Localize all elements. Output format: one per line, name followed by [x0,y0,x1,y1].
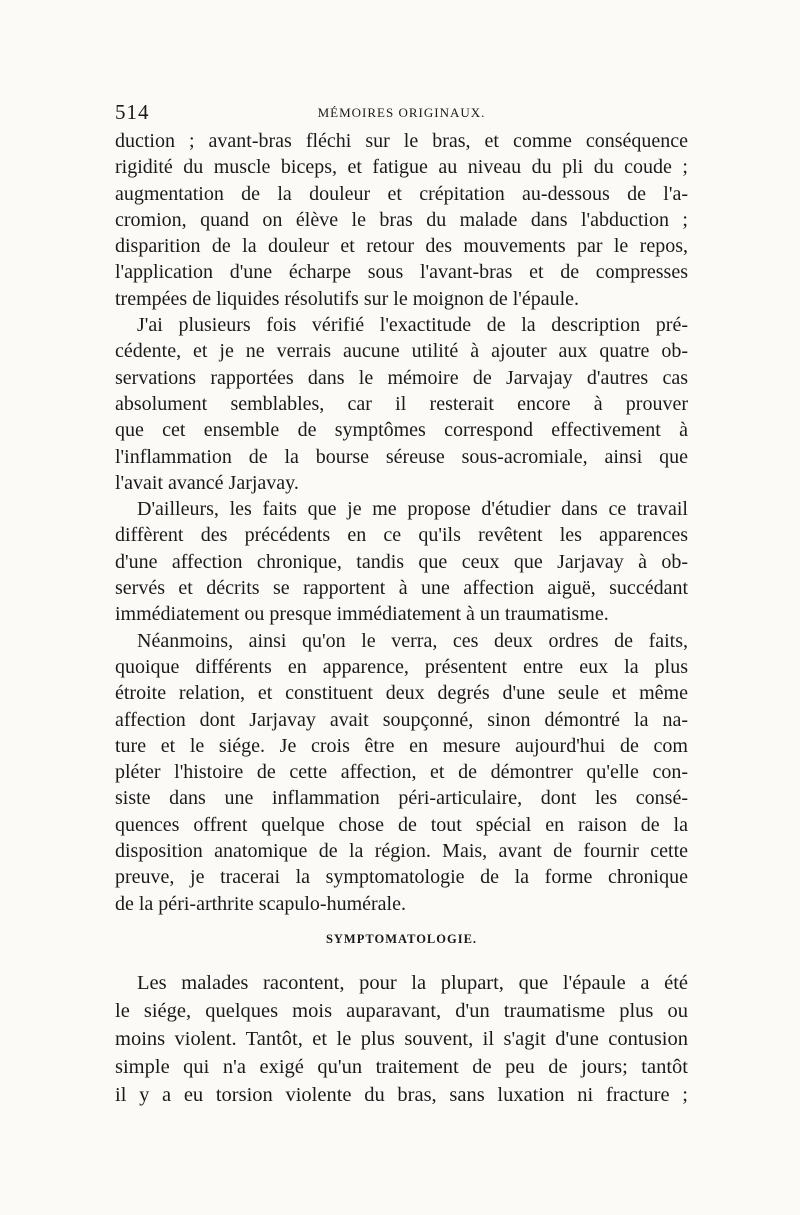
text-line: de la péri-arthrite scapulo-humérale. [115,892,406,915]
text-line: d'une affection chronique, tandis que ceux que Jarjavay à ob- [115,550,688,573]
text-line: ture et le siége. Je crois être en mesure aujourd'hui de com [115,734,688,757]
text-line: D'ailleurs, les faits que je me propose d'étudier dans ce travail [137,498,688,521]
text-line: affection dont Jarjavay avait soupçonné, sinon démontré la na- [115,708,688,731]
text-line: moins violent. Tantôt, et le plus souvent, il s'agit d'une contusion [115,1028,688,1051]
text-line: étroite relation, et constituent deux degrés d'une seule et même [115,682,688,705]
text-line: servations rapportées dans le mémoire de Jarvajay d'autres cas [115,366,688,389]
paragraph-1 [115,128,688,312]
text-line: J'ai plusieurs fois vérifié l'exactitude de la description pré- [137,314,688,337]
text-line: l'inflammation de la bourse séreuse sous-acromiale, ainsi que [115,445,688,468]
text-line: absolument semblables, car il resterait encore à prouver [115,392,688,415]
section-heading: SYMPTOMATOLOGIE. [325,931,478,946]
paragraph-3 [115,496,688,627]
page-number: 514 [115,100,150,124]
text-line: Les malades racontent, pour la plupart, que l'épaule a été [137,972,688,995]
paragraph-5 [115,969,688,1109]
text-line: diffèrent des précédents en ce qu'ils revêtent les apparences [115,524,688,547]
text-line: quences offrent quelque chose de tout spécial en raison de la [115,813,688,836]
text-line: simple qui n'a exigé qu'un traitement de peu de jours; tantôt [115,1056,688,1079]
text-line: rigidité du muscle biceps, et fatigue au niveau du pli du coude ; [115,156,688,179]
text-line: cédente, et je ne verrais aucune utilité à ajouter aux quatre ob- [115,340,688,363]
text-line: le siége, quelques mois auparavant, d'un traumatisme plus ou [115,1000,688,1023]
text-line: preuve, je tracerai la symptomatologie de la forme chronique [115,866,688,889]
text-line: l'application d'une écharpe sous l'avant-bras et de compresses [115,261,688,284]
text-line: cromion, quand on élève le bras du malade dans l'abduction ; [115,208,688,231]
paragraph-2 [115,312,688,496]
text-line: immédiatement ou presque immédiatement à un traumatisme. [115,603,609,626]
text-line: quoique différents en apparence, présentent entre eux la plus [115,655,688,678]
paragraph-4 [115,628,688,917]
text-line: l'avait avancé Jarjavay. [115,471,299,494]
running-title: MÉMOIRES ORIGINAUX. [317,105,486,120]
text-line: servés et décrits se rapportent à une affection aiguë, succédant [115,577,688,600]
text-line: disparition de la douleur et retour des mouvements par le repos, [115,235,688,258]
text-line: duction ; avant-bras fléchi sur le bras, et comme conséquence [115,130,688,152]
page-body [115,128,688,1109]
text-line: siste dans une inflammation péri-articulaire, dont les consé- [115,787,688,810]
text-line: Néanmoins, ainsi qu'on le verra, ces deux ordres de faits, [137,629,688,652]
text-line: il y a eu torsion violente du bras, sans luxation ni fracture ; [115,1084,688,1107]
page-header [115,100,688,124]
text-line: augmentation de la douleur et crépitation au-dessous de l'a- [115,182,688,205]
text-line: trempées de liquides résolutifs sur le moignon de l'épaule. [115,287,580,310]
text-line: que cet ensemble de symptômes correspond effectivement à [115,419,688,442]
text-line: disposition anatomique de la région. Mais, avant de fournir cette [115,840,688,863]
text-line: pléter l'histoire de cette affection, et de démontrer qu'elle con- [115,761,688,784]
